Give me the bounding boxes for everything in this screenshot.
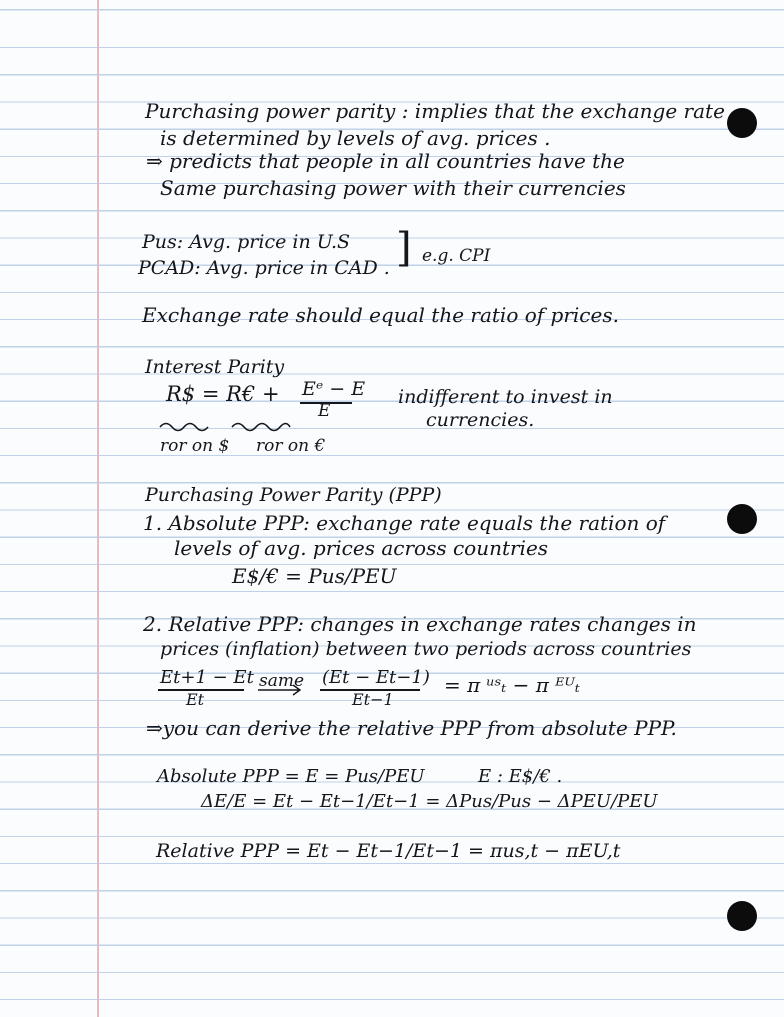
interest-parity-note-1: indifferent to invest in [398,386,613,408]
absolute-ppp-note: E : E$/€ . [478,766,563,787]
delta-equation: ΔE/E = Et − Et−1/Et−1 = ΔPus/Pus − ΔPEU/PEU [201,791,658,812]
interest-parity-lhs: R$ = R€ + [166,382,280,406]
absolute-ppp-equation: Absolute PPP = E = Pus/PEU [157,766,425,787]
derive-statement: ⇒you can derive the relative PPP from absolute PPP. [146,716,677,740]
interest-parity-denominator: E [318,401,331,421]
ppp-section-title: Purchasing Power Parity (PPP) [145,484,442,506]
price-example: e.g. CPI [422,246,491,266]
bracket-icon: ] [396,225,412,271]
ppp-intro-line-3: ⇒ predicts that people in all countries have the [146,149,625,173]
same-arrow-icon [258,685,300,695]
ppp-intro-line-1: Purchasing power parity : implies that the exchange rate [145,99,725,123]
absolute-ppp-line-2: levels of avg. prices across countries [174,536,549,560]
absolute-ppp-line-1: 1. Absolute PPP: exchange rate equals the ration of [143,511,666,535]
ratio-statement: Exchange rate should equal the ratio of prices. [142,303,619,327]
interest-parity-note-2: currencies. [426,409,535,431]
relative-ppp-equation: Relative PPP = Et − Et−1/Et−1 = πus,t − πEU,t [156,840,621,862]
relative-right-denominator: Et−1 [352,690,394,709]
relative-ppp-line-2: prices (inflation) between two periods across countries [160,638,692,660]
ppp-intro-line-4: Same purchasing power with their currencies [160,176,626,200]
relative-left-numerator: Et+1 − Et [160,667,254,688]
absolute-ppp-formula: E$/€ = Pus/PEU [232,564,397,588]
interest-parity-title: Interest Parity [145,356,285,378]
interest-parity-numerator: Eᵉ − E [302,378,366,400]
relative-right-numerator: (Et − Et−1) [322,667,430,688]
ppp-intro-line-2: is determined by levels of avg. prices . [160,126,551,150]
label-ror-euro: ror on € [256,436,326,456]
relative-ppp-line-1: 2. Relative PPP: changes in exchange rates changes in [143,612,697,636]
underline-squiggle-dollar [160,424,208,431]
label-ror-dollar: ror on $ [160,436,230,456]
underline-squiggle-euro [232,424,290,431]
relative-same-label: same [259,671,305,691]
price-def-us: Pus: Avg. price in U.S [142,231,351,253]
relative-rhs: = π ᵘˢₜ − π ᴱᵁₜ [444,673,580,697]
price-def-cad: PCAD: Avg. price in CAD . [138,257,390,279]
relative-left-denominator: Et [186,690,205,709]
